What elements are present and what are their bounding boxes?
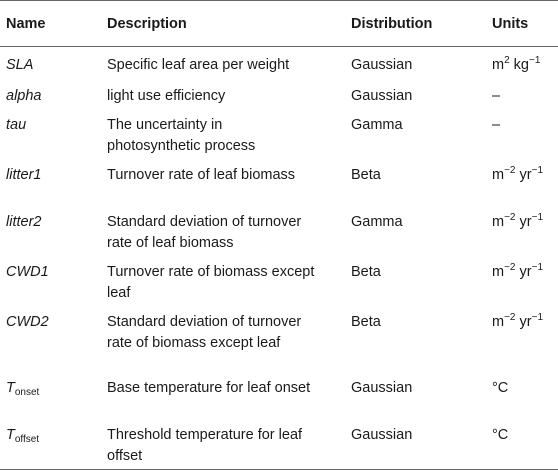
parameter-name: alpha xyxy=(6,87,42,104)
parameter-name: T xyxy=(6,426,15,443)
parameter-name-subscript: offset xyxy=(14,433,40,445)
table-row xyxy=(0,157,558,204)
cell-name xyxy=(0,304,101,370)
cell-name xyxy=(0,47,101,78)
unit-exponent: −1 xyxy=(531,211,544,223)
cell-name xyxy=(0,254,101,304)
unit-exponent: −1 xyxy=(531,261,544,273)
unit-exponent: −2 xyxy=(504,211,516,223)
table-row xyxy=(0,47,558,78)
cell-description: light use efficiency xyxy=(107,87,226,104)
cell-description: Specific leaf area per weight xyxy=(107,57,290,73)
cell-units xyxy=(486,157,558,204)
cell-units xyxy=(486,78,558,107)
unit-symbol: m xyxy=(492,263,505,280)
unit-symbol: °C xyxy=(492,379,509,396)
cell-units xyxy=(486,47,558,78)
cell-distribution: Gaussian xyxy=(351,87,413,104)
unit-symbol: yr xyxy=(515,313,532,330)
cell-distribution: Gamma xyxy=(351,116,403,133)
table-row xyxy=(0,370,558,417)
column-header-distribution: Distribution xyxy=(345,1,486,47)
cell-name xyxy=(0,417,101,470)
unit-symbol: kg xyxy=(509,57,529,73)
parameter-name: litter1 xyxy=(6,166,42,183)
cell-units xyxy=(486,417,558,470)
unit-symbol: yr xyxy=(515,213,532,230)
parameter-name: litter2 xyxy=(6,213,42,230)
unit-exponent: −2 xyxy=(504,261,516,273)
unit-exponent: −2 xyxy=(504,164,516,176)
parameter-name: CWD1 xyxy=(6,263,49,280)
cell-description: Base temperature for leaf onset xyxy=(107,379,311,396)
column-header-units: Units xyxy=(486,1,558,47)
unit-exponent: −1 xyxy=(529,55,541,66)
unit-symbol: m xyxy=(492,213,505,230)
table-row xyxy=(0,304,558,370)
column-header-name: Name xyxy=(0,1,101,47)
cell-description: The uncertainty in photosynthetic process xyxy=(107,116,256,154)
cell-name xyxy=(0,157,101,204)
cell-distribution: Beta xyxy=(351,313,381,330)
cell-description: Turnover rate of biomass except leaf xyxy=(107,263,315,301)
cell-distribution: Beta xyxy=(351,166,381,183)
table-row xyxy=(0,204,558,254)
parameter-name: SLA xyxy=(6,57,34,73)
table-row xyxy=(0,107,558,157)
cell-units xyxy=(486,370,558,417)
column-header-description: Description xyxy=(101,1,345,47)
unit-symbol: °C xyxy=(492,426,509,443)
cell-units xyxy=(486,107,558,157)
unit-symbol: – xyxy=(492,116,501,133)
parameter-name: CWD2 xyxy=(6,313,49,330)
parameter-name-subscript: onset xyxy=(14,386,40,398)
parameter-name: tau xyxy=(6,116,27,133)
cell-distribution: Gaussian xyxy=(351,379,413,396)
cell-name xyxy=(0,78,101,107)
cell-units xyxy=(486,304,558,370)
cell-distribution: Gaussian xyxy=(351,57,413,73)
unit-exponent: −1 xyxy=(531,164,544,176)
cell-distribution: Gaussian xyxy=(345,417,486,470)
unit-exponent: −1 xyxy=(531,311,544,323)
unit-exponent: 2 xyxy=(504,55,510,66)
unit-symbol: yr xyxy=(515,166,532,183)
table-row xyxy=(0,78,558,107)
parameter-name: T xyxy=(6,379,15,396)
unit-symbol: – xyxy=(492,87,501,104)
unit-symbol: m xyxy=(492,313,505,330)
cell-distribution: Beta xyxy=(351,263,381,280)
unit-symbol: yr xyxy=(515,263,532,280)
unit-exponent: −2 xyxy=(504,311,516,323)
cell-description: Standard deviation of turnover rate of leaf biomass xyxy=(107,213,302,251)
table-body xyxy=(0,47,558,470)
cell-description: Turnover rate of leaf biomass xyxy=(107,166,296,183)
cell-name xyxy=(0,204,101,254)
table-row xyxy=(0,254,558,304)
unit-symbol: m xyxy=(492,166,505,183)
unit-symbol: m xyxy=(492,57,505,73)
cell-units xyxy=(486,204,558,254)
header-row xyxy=(0,1,558,47)
cell-distribution: Gamma xyxy=(351,213,403,230)
cell-units xyxy=(486,254,558,304)
table-row xyxy=(0,417,558,470)
cell-description: Threshold temperature for leaf offset xyxy=(101,417,345,470)
cell-name xyxy=(0,370,101,417)
cell-name xyxy=(0,107,101,157)
cell-description: Standard deviation of turnover rate of biomass except leaf xyxy=(107,313,302,351)
